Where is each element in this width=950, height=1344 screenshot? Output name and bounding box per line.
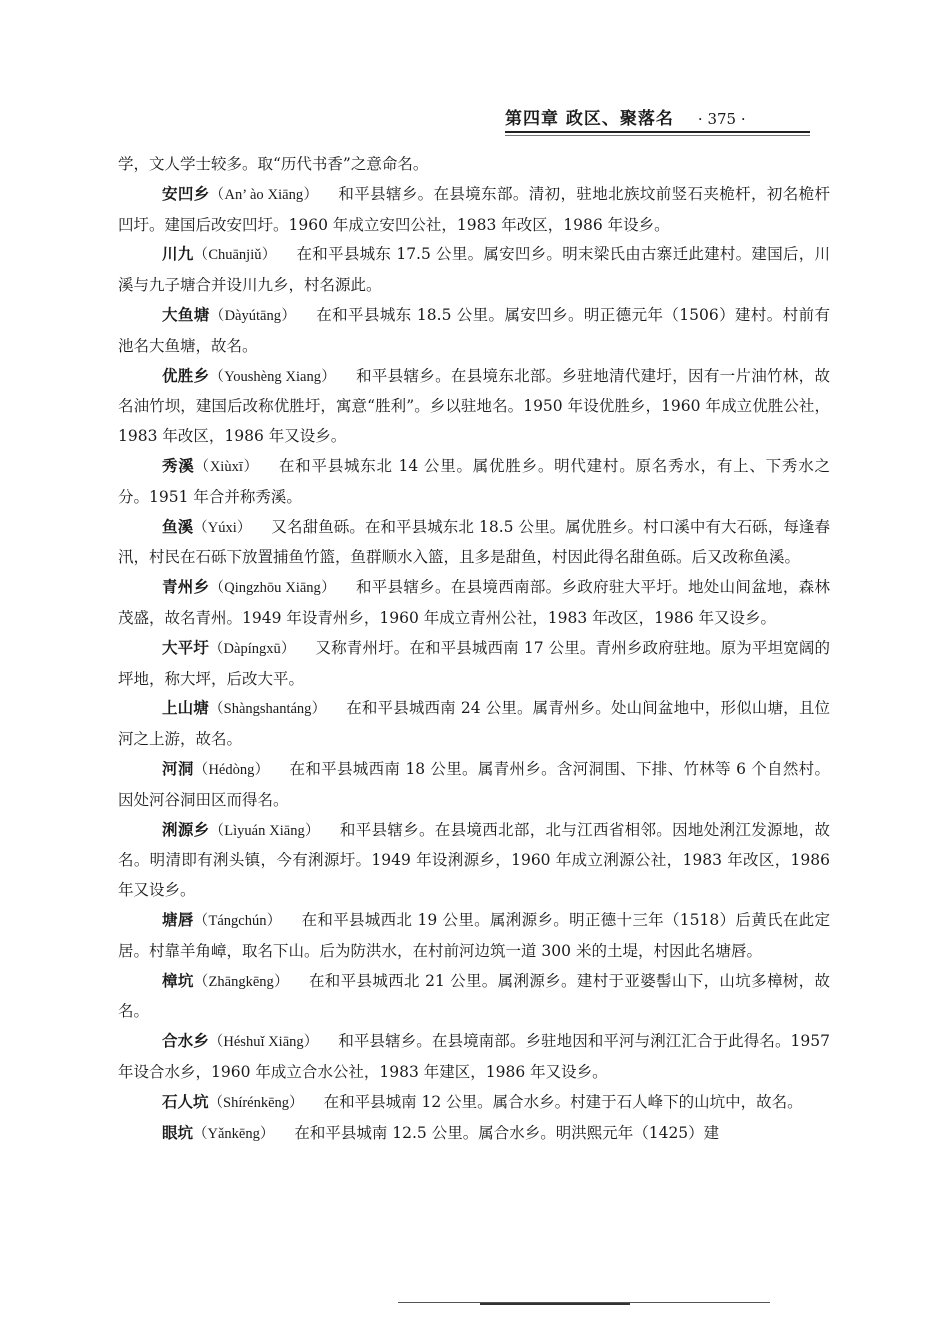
entry-pinyin: （Lìyuán Xiāng）	[209, 822, 320, 839]
entry-name: 合水乡	[162, 1032, 209, 1051]
entry-pinyin: （Shírénkēng）	[208, 1094, 304, 1111]
gazetteer-entry	[118, 513, 830, 574]
entry-text: 和平县辖乡。在县境东部。清初，驻地北族坟前竖石夹桅杆，初名桅杆凹圩。建国后改安凹圩。1960 年成立安凹公社，1983 年改区，1986 年设乡。	[118, 184, 830, 234]
entry-text: 在和平县城西南 18 公里。属青州乡。含河洞围、下排、竹林等 6 个自然村。因处河谷洞田区而得名。	[118, 759, 830, 809]
entry-pinyin: （Zhāngkēng）	[193, 973, 289, 990]
entry-text: 在和平县城南 12 公里。属合水乡。村建于石人峰下的山坑中，故名。	[323, 1092, 803, 1111]
page-number: · 375 ·	[697, 110, 746, 128]
entry-pinyin: （An’ ào Xiāng）	[209, 186, 319, 203]
gazetteer-entry	[118, 634, 830, 695]
entry-text: 和平县辖乡。在县境西北部，北与江西省相邻。因地处浰江发源地，故名。明清即有浰头镇，今有浰源圩。1949 年设浰源乡，1960 年成立浰源公社，1983 年改区，1986 年又设乡。	[118, 820, 830, 900]
entry-pinyin: （Dàpíngxū）	[208, 640, 296, 657]
gazetteer-entry	[118, 816, 830, 906]
entry-text: 在和平县城西南 24 公里。属青州乡。处山间盆地中，形似山塘，且位河之上游，故名。	[118, 699, 830, 749]
entry-pinyin: （Héshuǐ Xiāng）	[208, 1034, 319, 1051]
entry-text: 和平县辖乡。在县境南部。乡驻地因和平河与浰江汇合于此得名。1957 年设合水乡，1960 年成立合水公社，1983 年建区，1986 年又设乡。	[118, 1032, 831, 1081]
entry-name: 塘唇	[162, 910, 194, 929]
entry-pinyin: （Shàngshantáng）	[208, 701, 327, 718]
entry-pinyin: （Tángchún）	[193, 912, 282, 929]
entry-name: 浰源乡	[162, 820, 210, 839]
gazetteer-entry	[118, 180, 830, 241]
entry-name: 安凹乡	[162, 184, 210, 203]
entry-name: 大鱼塘	[162, 305, 210, 324]
entry-text: 在和平县城南 12.5 公里。属合水乡。明洪熙元年（1425）建	[294, 1123, 720, 1142]
entry-text: 在和平县城东 18.5 公里。属安凹乡。明正德元年（1506）建村。村前有池名大鱼塘，故名。	[118, 305, 830, 355]
gazetteer-entry	[118, 301, 830, 362]
gazetteer-entry	[118, 1088, 830, 1119]
entry-name: 石人坑	[162, 1092, 209, 1111]
entry-name: 上山塘	[162, 699, 209, 718]
entry-name: 眼坑	[162, 1123, 194, 1142]
chapter-title: 第四章 政区、聚落名	[505, 109, 674, 129]
header-rule	[505, 131, 810, 133]
entry-text: 和平县辖乡。在县境东北部。乡驻地清代建圩，因有一片油竹林，故名油竹坝，建国后改称优胜圩，寓意“胜利”。乡以驻地名。1950 年设优胜乡，1960 年成立优胜公社，1983 年改区，1986 年又设乡。	[118, 366, 830, 446]
entry-name: 鱼溪	[162, 517, 194, 536]
entry-text: 又名甜鱼砾。在和平县城东北 18.5 公里。属优胜乡。村口溪中有大石砾，每逢春汛，村民在石砾下放置捕鱼竹篮，鱼群顺水入篮，且多是甜鱼，村因此得名甜鱼砾。后又改称鱼溪。	[118, 517, 831, 567]
continuation-paragraph: 学，文人学士较多。取“历代书香”之意命名。	[118, 155, 429, 173]
entry-text: 又称青州圩。在和平县城西南 17 公里。青州乡政府驻地。原为平坦宽阔的坪地，称大坪，后改大平。	[118, 638, 830, 688]
gazetteer-entry	[118, 906, 830, 967]
gazetteer-entry	[118, 573, 830, 634]
entry-pinyin: （Dàyútāng）	[209, 307, 297, 324]
entry-pinyin: （Youshèng Xiang）	[209, 368, 337, 385]
entry-name: 樟坑	[162, 971, 194, 990]
entry-pinyin: （Yúxi）	[193, 519, 252, 536]
entry-text: 在和平县城西北 21 公里。属浰源乡。建村于亚婆髻山下，山坑多樟树，故名。	[118, 971, 830, 1021]
footer-rule-thick	[480, 1303, 630, 1305]
entry-pinyin: （Hédòng）	[193, 761, 270, 778]
gazetteer-entry	[118, 694, 830, 755]
entry-name: 优胜乡	[162, 366, 210, 385]
gazetteer-entry	[118, 967, 830, 1028]
entry-pinyin: （Xiùxī）	[194, 458, 259, 475]
gazetteer-entry	[118, 1119, 830, 1150]
entry-pinyin: （Yǎnkēng）	[193, 1125, 275, 1142]
body-text	[118, 150, 830, 1149]
gazetteer-entry	[118, 1027, 830, 1088]
entry-text: 在和平县城东北 14 公里。属优胜乡。明代建村。原名秀水，有上、下秀水之分。1951 年合并称秀溪。	[118, 456, 830, 506]
entry-pinyin: （Qingzhōu Xiāng）	[209, 580, 336, 597]
gazetteer-entry	[118, 452, 830, 513]
header-rule-thin	[505, 135, 810, 136]
entry-text: 和平县辖乡。在县境西南部。乡政府驻大平圩。地处山间盆地，森林茂盛，故名青州。1949 年设青州乡，1960 年成立青州公社，1983 年改区，1986 年又设乡。	[118, 578, 830, 627]
entry-name: 大平圩	[162, 638, 209, 657]
entry-name: 秀溪	[162, 456, 195, 475]
entry-text: 在和平县城西北 19 公里。属浰源乡。明正德十三年（1518）后黄氏在此定居。村靠羊角嶂，取名下山。后为防洪水，在村前河边筑一道 300 米的土堤，村因此名塘唇。	[118, 910, 830, 960]
gazetteer-entry	[118, 240, 830, 301]
entry-name: 川九	[162, 245, 194, 264]
entry-name: 河洞	[162, 759, 194, 778]
gazetteer-entry	[118, 755, 830, 816]
running-header	[505, 104, 810, 130]
gazetteer-entry	[118, 362, 830, 452]
entry-name: 青州乡	[162, 578, 210, 597]
entry-text: 在和平县城东 17.5 公里。属安凹乡。明末梁氏由古寨迁此建村。建国后，川溪与九子塘合并设川九乡，村名源此。	[118, 245, 830, 295]
entry-pinyin: （Chuānjiǔ）	[193, 247, 277, 264]
